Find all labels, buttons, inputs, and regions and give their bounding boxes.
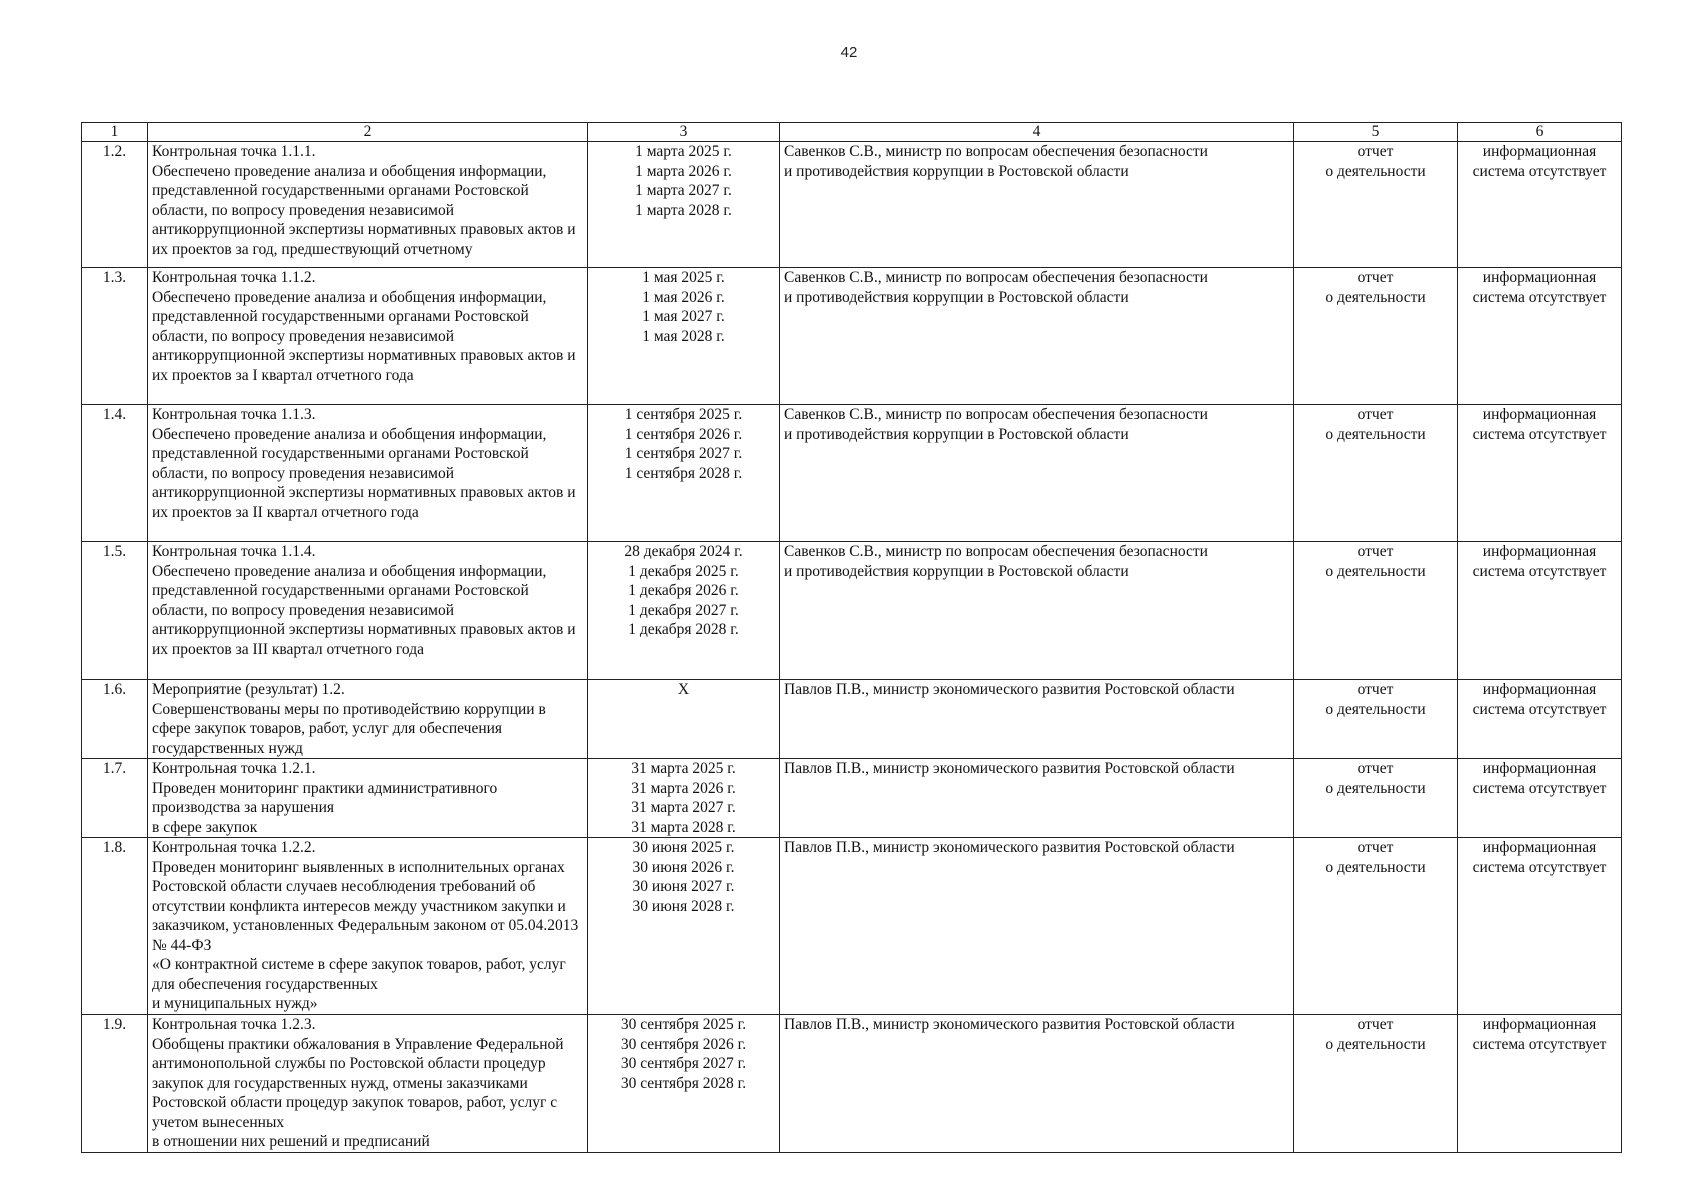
row-responsible: Павлов П.В., министр экономического развития Ростовской области <box>780 680 1294 759</box>
table-row <box>82 542 1622 680</box>
row-responsible: Павлов П.В., министр экономического развития Ростовской области <box>780 1015 1294 1153</box>
column-header: 1 <box>82 123 148 142</box>
row-system: информационная система отсутствует <box>1458 142 1622 268</box>
row-description: Контрольная точка 1.1.2. Обеспечено проведение анализа и обобщения информации, представленной государственными органами Ростовской области, по вопросу проведения независимой антикоррупционной экспертизы нормативных правовых актов и их проектов за I квартал отчетного года <box>148 268 588 405</box>
table-row <box>82 142 1622 268</box>
column-header: 2 <box>148 123 588 142</box>
row-document: отчет о деятельности <box>1294 268 1458 405</box>
row-description: Контрольная точка 1.1.1. Обеспечено проведение анализа и обобщения информации, представленной государственными органами Ростовской области, по вопросу проведения независимой антикоррупционной экспертизы нормативных правовых актов и их проектов за год, предшествующий отчетному <box>148 142 588 268</box>
row-number: 1.9. <box>82 1015 148 1153</box>
row-document: отчет о деятельности <box>1294 680 1458 759</box>
row-number: 1.7. <box>82 759 148 838</box>
row-dates: 30 сентября 2025 г. 30 сентября 2026 г. 30 сентября 2027 г. 30 сентября 2028 г. <box>588 1015 780 1153</box>
row-system: информационная система отсутствует <box>1458 759 1622 838</box>
table-row <box>82 1015 1622 1153</box>
row-dates: 30 июня 2025 г. 30 июня 2026 г. 30 июня 2027 г. 30 июня 2028 г. <box>588 838 780 1015</box>
row-description: Контрольная точка 1.2.3. Обобщены практики обжалования в Управление Федеральной антимонопольной службы по Ростовской области процедур закупок для государственных нужд, отмены заказчиками Ростовской области процедур закупок товаров, работ, услуг с учетом вынесенных в отношении них решений и предписаний <box>148 1015 588 1153</box>
row-system: информационная система отсутствует <box>1458 542 1622 680</box>
row-number: 1.5. <box>82 542 148 680</box>
row-system: информационная система отсутствует <box>1458 268 1622 405</box>
plan-table <box>81 122 1622 1153</box>
row-responsible: Савенков С.В., министр по вопросам обеспечения безопасности и противодействия коррупции в Ростовской области <box>780 405 1294 542</box>
row-responsible: Павлов П.В., министр экономического развития Ростовской области <box>780 759 1294 838</box>
column-header: 3 <box>588 123 780 142</box>
table-row <box>82 268 1622 405</box>
row-description: Мероприятие (результат) 1.2. Совершенствованы меры по противодействию коррупции в сфере закупок товаров, работ, услуг для обеспечения государственных нужд <box>148 680 588 759</box>
row-dates: 28 декабря 2024 г. 1 декабря 2025 г. 1 декабря 2026 г. 1 декабря 2027 г. 1 декабря 2028 г. <box>588 542 780 680</box>
row-description: Контрольная точка 1.2.2. Проведен мониторинг выявленных в исполнительных органах Ростовской области случаев несоблюдения требований об отсутствии конфликта интересов между участником закупки и заказчиком, установленных Федеральным законом от 05.04.2013 № 44-ФЗ «О контрактной системе в сфере закупок товаров, работ, услуг для обеспечения государственных и муниципальных нужд» <box>148 838 588 1015</box>
row-number: 1.4. <box>82 405 148 542</box>
row-dates: X <box>588 680 780 759</box>
row-document: отчет о деятельности <box>1294 405 1458 542</box>
table-row <box>82 838 1622 1015</box>
row-document: отчет о деятельности <box>1294 1015 1458 1153</box>
row-number: 1.3. <box>82 268 148 405</box>
row-document: отчет о деятельности <box>1294 759 1458 838</box>
row-document: отчет о деятельности <box>1294 542 1458 680</box>
row-document: отчет о деятельности <box>1294 838 1458 1015</box>
row-number: 1.6. <box>82 680 148 759</box>
row-dates: 31 марта 2025 г. 31 марта 2026 г. 31 марта 2027 г. 31 марта 2028 г. <box>588 759 780 838</box>
row-system: информационная система отсутствует <box>1458 838 1622 1015</box>
table-row <box>82 759 1622 838</box>
row-dates: 1 марта 2025 г. 1 марта 2026 г. 1 марта 2027 г. 1 марта 2028 г. <box>588 142 780 268</box>
row-responsible: Савенков С.В., министр по вопросам обеспечения безопасности и противодействия коррупции в Ростовской области <box>780 542 1294 680</box>
table-header-row <box>82 123 1622 142</box>
table-row <box>82 405 1622 542</box>
row-description: Контрольная точка 1.2.1. Проведен мониторинг практики административного производства за нарушения в сфере закупок <box>148 759 588 838</box>
row-description: Контрольная точка 1.1.4. Обеспечено проведение анализа и обобщения информации, представленной государственными органами Ростовской области, по вопросу проведения независимой антикоррупционной экспертизы нормативных правовых актов и их проектов за III квартал отчетного года <box>148 542 588 680</box>
row-responsible: Савенков С.В., министр по вопросам обеспечения безопасности и противодействия коррупции в Ростовской области <box>780 142 1294 268</box>
row-responsible: Павлов П.В., министр экономического развития Ростовской области <box>780 838 1294 1015</box>
row-description: Контрольная точка 1.1.3. Обеспечено проведение анализа и обобщения информации, представленной государственными органами Ростовской области, по вопросу проведения независимой антикоррупционной экспертизы нормативных правовых актов и их проектов за II квартал отчетного года <box>148 405 588 542</box>
page-number: 42 <box>840 44 858 61</box>
row-dates: 1 мая 2025 г. 1 мая 2026 г. 1 мая 2027 г. 1 мая 2028 г. <box>588 268 780 405</box>
row-document: отчет о деятельности <box>1294 142 1458 268</box>
table-row <box>82 680 1622 759</box>
column-header: 5 <box>1294 123 1458 142</box>
row-dates: 1 сентября 2025 г. 1 сентября 2026 г. 1 сентября 2027 г. 1 сентября 2028 г. <box>588 405 780 542</box>
row-number: 1.8. <box>82 838 148 1015</box>
column-header: 4 <box>780 123 1294 142</box>
row-system: информационная система отсутствует <box>1458 680 1622 759</box>
row-responsible: Савенков С.В., министр по вопросам обеспечения безопасности и противодействия коррупции в Ростовской области <box>780 268 1294 405</box>
column-header: 6 <box>1458 123 1622 142</box>
row-system: информационная система отсутствует <box>1458 405 1622 542</box>
row-system: информационная система отсутствует <box>1458 1015 1622 1153</box>
row-number: 1.2. <box>82 142 148 268</box>
